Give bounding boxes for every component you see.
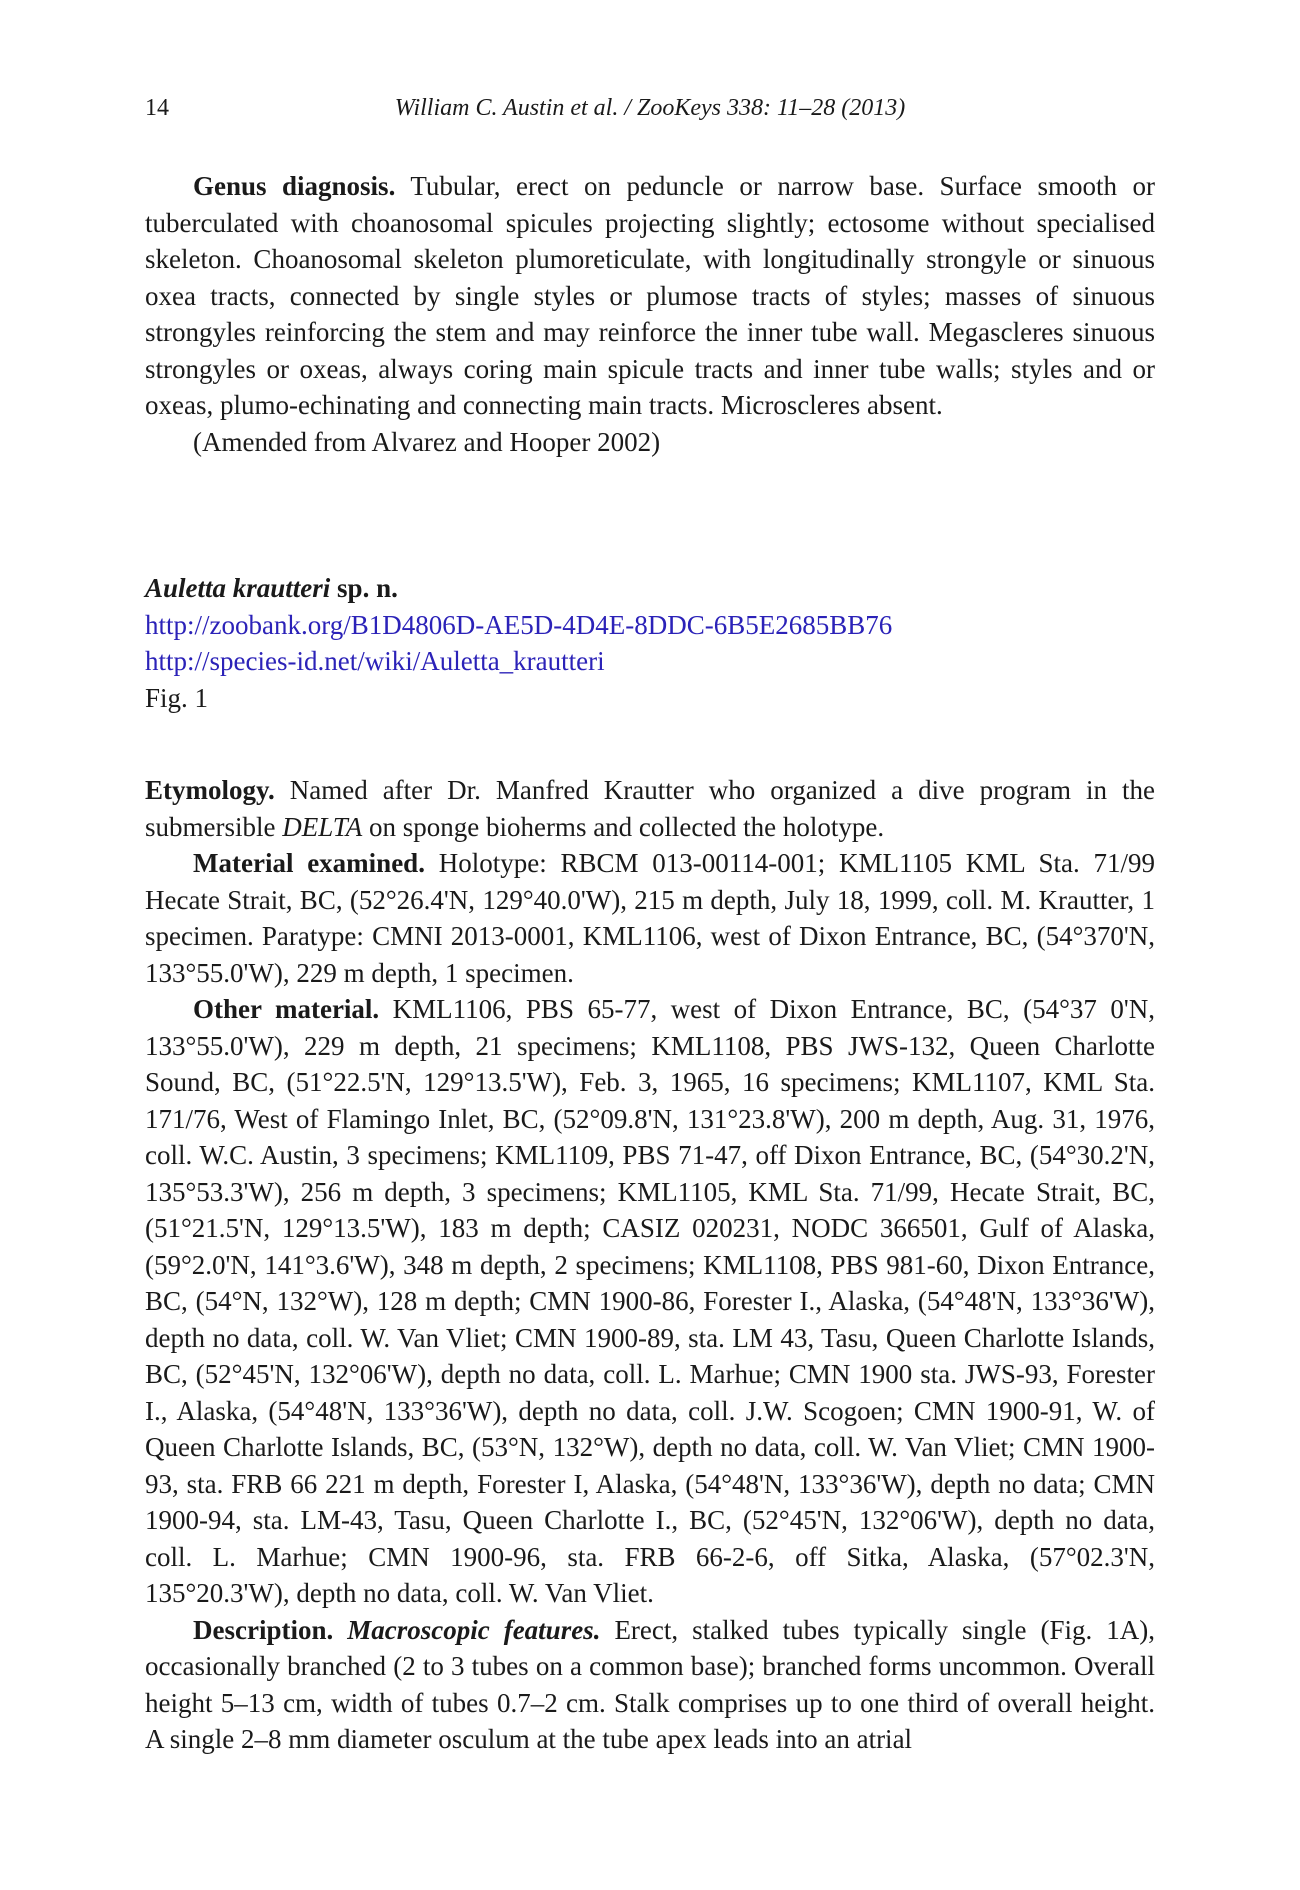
- figure-reference: Fig. 1: [145, 682, 209, 713]
- etymology-text-after: on sponge bioherms and collected the holotype.: [362, 811, 885, 842]
- section-spacer: [145, 460, 1155, 570]
- etymology-paragraph: [145, 772, 1155, 845]
- amended-note: (Amended from Alvarez and Hooper 2002): [193, 426, 661, 457]
- other-material-text: KML1106, PBS 65-77, west of Dixon Entrance, BC, (54°37 0'N, 133°55.0'W), 229 m depth, 21 specimens; KML1108, PBS JWS-132, Queen Charlotte Sound, BC, (51°22.5'N, 129°13.5'W), Feb. 3, 1965, 16 specimens; KML1107, KML Sta. 171/76, West of Flamingo Inlet, BC, (52°09.8'N, 131°23.8'W), 200 m depth, Aug. 31, 1976, coll. W.C. Austin, 3 specimens; KML1109, PBS 71-47, off Dixon Entrance, BC, (54°30.2'N, 135°53.3'W), 256 m depth, 3 specimens; KML1105, KML Sta. 71/99, Hecate Strait, BC, (51°21.5'N, 129°13.5'W), 183 m depth; CASIZ 020231, NODC 366501, Gulf of Alaska, (59°2.0'N, 141°3.6'W), 348 m depth, 2 specimens; KML1108, PBS 981-60, Dixon Entrance, BC, (54°N, 132°W), 128 m depth; CMN 1900-86, Forester I., Alaska, (54°48'N, 133°36'W), depth no data, coll. W. Van Vliet; CMN 1900-89, sta. LM 43, Tasu, Queen Charlotte Islands, BC, (52°45'N, 132°06'W), depth no data, coll. L. Marhue; CMN 1900 sta. JWS-93, Forester I., Alaska, (54°48'N, 133°36'W), depth no data, coll. J.W. Scogoen; CMN 1900-91, W. of Queen Charlotte Islands, BC, (53°N, 132°W), depth no data, coll. W. Van Vliet; CMN 1900-93, sta. FRB 66 221 m depth, Forester I, Alaska, (54°48'N, 133°36'W), depth no data; CMN 1900-94, sta. LM-43, Tasu, Queen Charlotte I., BC, (52°45'N, 132°06'W), depth no data, coll. L. Marhue; CMN 1900-96, sta. FRB 66-2-6, off Sitka, Alaska, (57°02.3'N, 135°20.3'W), depth no data, coll. W. Van Vliet.: [145, 994, 1155, 1608]
- genus-diagnosis-paragraph: [145, 168, 1155, 424]
- material-examined-heading: Material examined.: [193, 848, 425, 878]
- description-text: Erect, stalked tubes typically single (Fig. 1A), occasionally branched (2 to 3 tubes on a common base); branched forms uncommon. Overall height 5–13 cm, width of tubes 0.7–2 cm. Stalk comprises up to one third of overall height. A single 2–8 mm diameter osculum at the tube apex leads into an atrial: [145, 1614, 1156, 1754]
- material-examined-text: Holotype: RBCM 013-00114-001; KML1105 KML Sta. 71/99 Hecate Strait, BC, (52°26.4'N, 129°40.0'W), 215 m depth, July 18, 1999, coll. M. Krautter, 1 specimen. Paratype: CMNI 2013-0001, KML1106, west of Dixon Entrance, BC, (54°370'N, 133°55.0'W), 229 m depth, 1 specimen.: [145, 848, 1155, 988]
- genus-diagnosis-text: Tubular, erect on peduncle or narrow base. Surface smooth or tuberculated with choanosomal spicules projecting slightly; ectosome without specialised skeleton. Choanosomal skeleton plumoreticulate, with longitudinally strongyle or sinuous oxea tracts, connected by single styles or plumose tracts of styles; masses of sinuous strongyles reinforcing the stem and may reinforce the inner tube wall. Megascleres sinuous strongyles or oxeas, always coring main spicule tracts and inner tube walls; styles and or oxeas, plumo-echinating and connecting main tracts. Microscleres absent.: [145, 171, 1156, 420]
- zoobank-link[interactable]: http://zoobank.org/B1D4806D-AE5D-4D4E-8DDC-6B5E2685BB76: [145, 609, 893, 640]
- material-examined-paragraph: [145, 845, 1155, 991]
- running-title: William C. Austin et al. / ZooKeys 338: 11–28 (2013): [394, 95, 906, 121]
- description-paragraph: [145, 1612, 1155, 1758]
- submersible-name: DELTA: [282, 811, 363, 842]
- article-body: [145, 168, 1155, 1758]
- other-material-paragraph: [145, 991, 1155, 1612]
- genus-diagnosis-heading: Genus diagnosis.: [193, 171, 396, 201]
- macroscopic-features-subheading: Macroscopic features.: [347, 1614, 601, 1645]
- running-head: [145, 92, 1155, 124]
- etymology-heading: Etymology.: [145, 775, 275, 805]
- species-name: Auletta krautteri: [145, 573, 331, 603]
- section-spacer: [145, 716, 1155, 772]
- species-suffix: sp. n.: [330, 573, 398, 603]
- etymology-text-before: Named after Dr. Manfred Krautter who organized a dive program in the submersible: [145, 775, 1155, 842]
- other-material-heading: Other material.: [193, 994, 380, 1024]
- species-title: [145, 570, 1155, 607]
- species-wiki-link[interactable]: http://species-id.net/wiki/Auletta_krautteri: [145, 646, 605, 676]
- page-number: 14: [145, 95, 169, 121]
- species-header-block: [145, 570, 1155, 716]
- description-heading: Description.: [193, 1614, 334, 1645]
